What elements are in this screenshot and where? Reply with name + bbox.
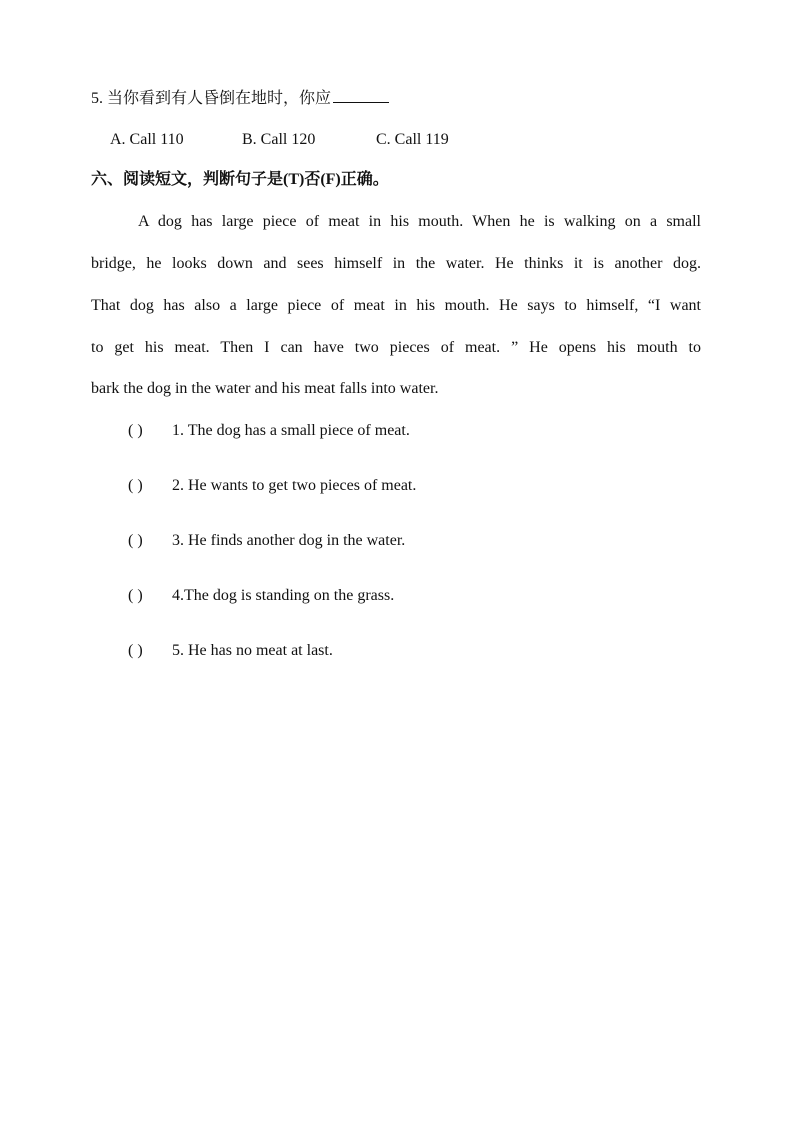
judgement-item-text: 3. He finds another dog in the water. — [172, 532, 406, 549]
judgement-item — [128, 586, 394, 606]
judgement-item-text: 4.The dog is standing on the grass. — [172, 587, 395, 604]
judgement-item — [128, 641, 333, 661]
passage-line: A dog has large piece of meat in his mouth. When he is walking on a small — [138, 213, 701, 230]
question-5-prompt: 5. 当你看到有人昏倒在地时，你应 — [91, 90, 332, 107]
answer-parentheses: ( ) — [128, 642, 143, 659]
answer-blank — [333, 88, 389, 103]
judgement-item — [128, 421, 410, 441]
judgement-item — [128, 476, 416, 496]
answer-parentheses: ( ) — [128, 587, 143, 604]
option-a: A. Call 110 — [110, 131, 184, 148]
option-b: B. Call 120 — [242, 131, 316, 148]
passage-line: bridge, he looks down and sees himself in the water. He thinks it is another dog. — [91, 255, 701, 272]
question-5 — [91, 88, 389, 109]
judgement-item-text: 5. He has no meat at last. — [172, 642, 333, 659]
answer-parentheses: ( ) — [128, 422, 143, 439]
option-c: C. Call 119 — [376, 131, 449, 148]
judgement-item-text: 2. He wants to get two pieces of meat. — [172, 477, 417, 494]
judgement-item-text: 1. The dog has a small piece of meat. — [172, 422, 410, 439]
answer-parentheses: ( ) — [128, 477, 143, 494]
question-5-options — [110, 130, 449, 150]
judgement-item — [128, 531, 405, 551]
answer-parentheses: ( ) — [128, 532, 143, 549]
passage-line: to get his meat. Then I can have two pieces of meat. ” He opens his mouth to — [91, 339, 701, 356]
passage-line: bark the dog in the water and his meat falls into water. — [91, 380, 439, 397]
passage-line: That dog has also a large piece of meat in his mouth. He says to himself, “I want — [91, 297, 701, 314]
section-6-title: 六、阅读短文，判断句子是(T)否(F)正确。 — [91, 171, 389, 188]
